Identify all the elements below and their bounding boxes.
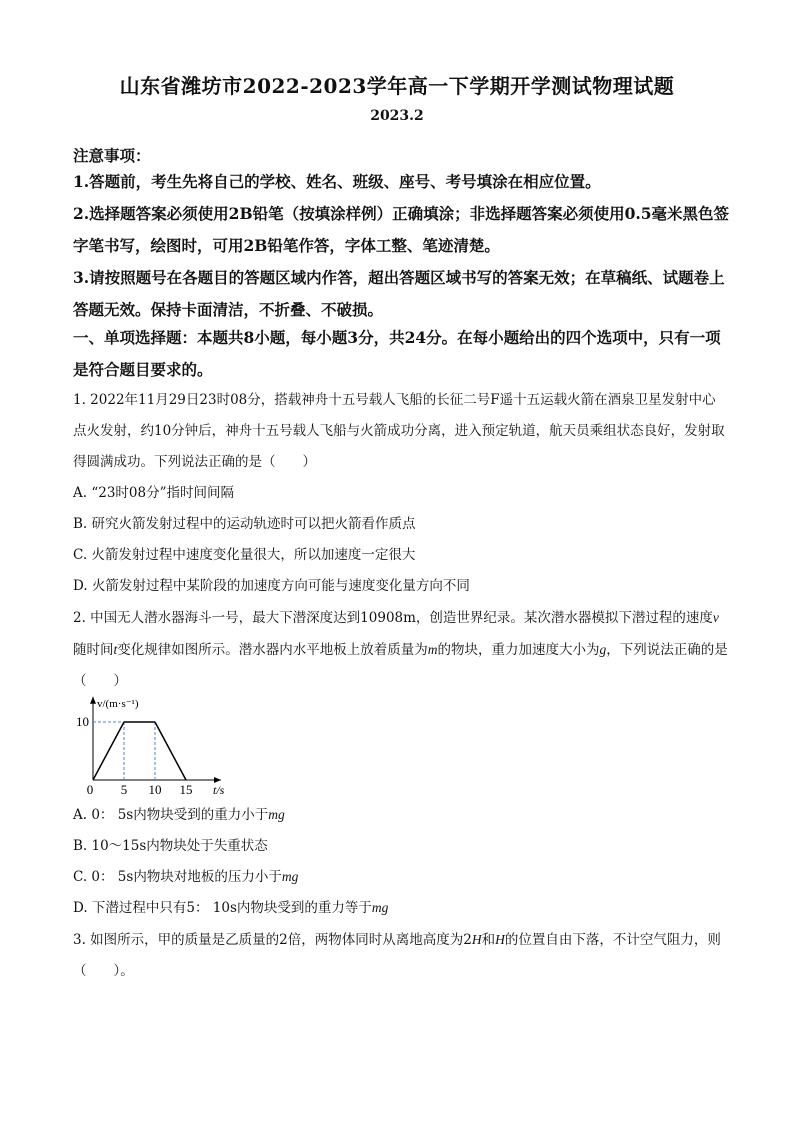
series-segment-3	[155, 722, 186, 780]
q2-option-b: B. 10～15s内物块处于失重状态	[73, 838, 268, 854]
x-tick-label-0: 0	[86, 782, 94, 797]
notice-item-2: 2.选择题答案必须使用2B铅笔（按填涂样例）正确填涂；非选择题答案必须使用0.5毫米黑色签字笔书写，绘图时，可用2B铅笔作答，字体工整、笔迹清楚。	[73, 204, 730, 255]
q2-option-d: D. 下潜过程中只有5： 10s内物块受到的重力等于mg	[73, 900, 389, 916]
y-axis-arrow	[90, 697, 96, 704]
exam-date: 2023.2	[370, 108, 424, 124]
series-segment-1	[93, 722, 124, 780]
question-2-stem: 2. 中国无人潜水器海斗一号，最大下潜深度达到10908m，创造世界纪录。某次潜水器模拟下潜过程的速度v随时间t变化规律如图所示。潜水器内水平地板上放着质量为m的物块，重力加速度大小为g，下列说法正确的是（ ）	[73, 610, 728, 689]
y-axis-label: v/(m·s⁻¹)	[97, 697, 139, 710]
question-1-stem: 1. 2022年11月29日23时08分，搭载神舟十五号载人飞船的长征二号F遥十五运载火箭在酒泉卫星发射中心点火发射，约10分钟后，神舟十五号载人飞船与火箭成功分离，进入预定轨道，航天员乘组状态良好，发射取得圆满成功。下列说法正确的是（ ）	[73, 392, 725, 470]
notice-item-1: 1.答题前，考生先将自己的学校、姓名、班级、座号、考号填涂在相应位置。	[73, 172, 601, 191]
question-3-stem: 3. 如图所示，甲的质量是乙质量的2倍，两物体同时从离地高度为2H和H的位置自由下落，不计空气阻力，则（ ）。	[73, 932, 721, 979]
q1-option-d: D. 火箭发射过程中某阶段的加速度方向可能与速度变化量方向不同	[73, 578, 470, 594]
x-tick-label-5: 5	[120, 782, 128, 797]
velocity-time-graph	[68, 694, 258, 804]
notice-heading: 注意事项：	[73, 146, 151, 165]
q1-option-c: C. 火箭发射过程中速度变化量很大，所以加速度一定很大	[73, 547, 416, 563]
q1-option-a: A. “23时08分”指时间间隔	[73, 485, 234, 501]
notice-item-3: 3.请按照题号在各题目的答题区域内作答，超出答题区域书写的答案无效；在草稿纸、试题卷上答题无效。保持卡面清洁，不折叠、不破损。	[73, 268, 725, 319]
exam-title: 山东省潍坊市2022-2023学年高一下学期开学测试物理试题	[119, 74, 675, 98]
q1-option-b: B. 研究火箭发射过程中的运动轨迹时可以把火箭看作质点	[73, 516, 416, 532]
q2-option-a: A. 0： 5s内物块受到的重力小于mg	[73, 807, 285, 823]
q2-option-c: C. 0： 5s内物块对地板的压力小于mg	[73, 869, 299, 885]
x-axis-label: t/s	[213, 783, 225, 797]
section-heading: 一、单项选择题：本题共8小题，每小题3分，共24分。在每小题给出的四个选项中，只有一项是符合题目要求的。	[73, 328, 721, 379]
y-tick-label-10: 10	[76, 714, 89, 729]
x-tick-label-10: 10	[148, 782, 162, 797]
x-tick-label-15: 15	[179, 782, 193, 797]
